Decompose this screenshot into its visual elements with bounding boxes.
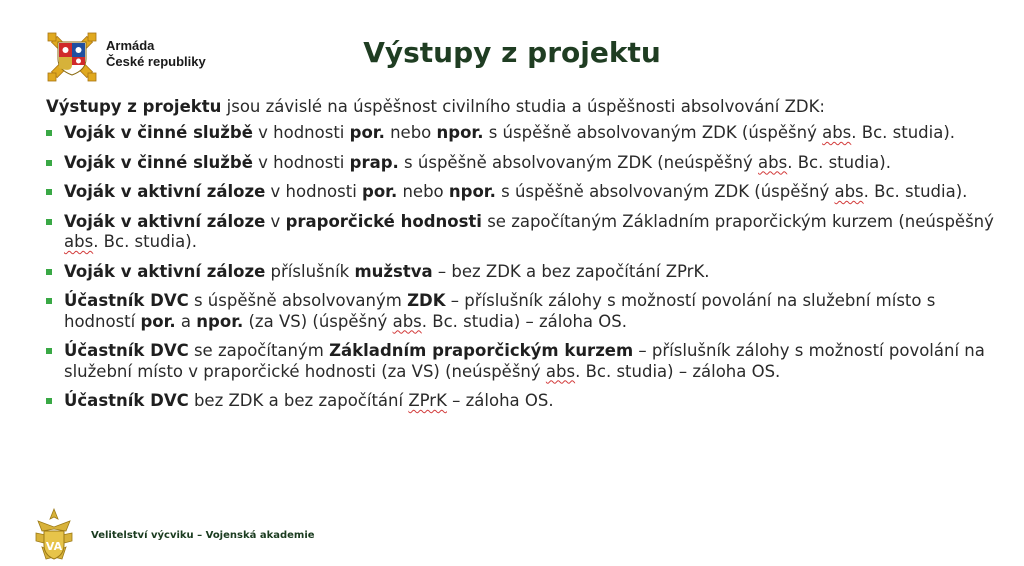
item-bold-text: ZDK bbox=[407, 291, 446, 310]
item-text: se započítaným bbox=[188, 341, 330, 360]
outcome-list bbox=[46, 123, 996, 412]
item-text: abs bbox=[758, 152, 788, 172]
organization-name-line1: Armáda bbox=[106, 38, 155, 53]
item-bold-text: Účastník DVC bbox=[64, 391, 189, 410]
list-item bbox=[46, 341, 996, 382]
slide-content bbox=[46, 96, 996, 421]
item-text: – příslušník zálohy s možností povolání na služební místo v praporčické hodnosti (za VS) (neúspěšný bbox=[64, 341, 985, 381]
bullet-icon bbox=[46, 398, 52, 404]
item-text: nebo bbox=[397, 182, 449, 201]
item-text: v hodnosti bbox=[265, 182, 363, 201]
list-item bbox=[46, 153, 996, 174]
item-bold-text: por. bbox=[349, 123, 385, 142]
item-bold-text: npor. bbox=[448, 182, 496, 201]
intro-text: jsou závislé na úspěšnost civilního studia a úspěšnosti absolvování ZDK: bbox=[221, 97, 825, 116]
list-item bbox=[46, 123, 996, 144]
item-text: příslušník bbox=[265, 261, 355, 281]
bullet-icon bbox=[46, 298, 52, 304]
bullet-icon bbox=[46, 160, 52, 166]
item-text: . Bc. studia). bbox=[93, 232, 197, 251]
item-bold-text: Základním praporčickým kurzem bbox=[329, 341, 634, 360]
item-bold-text: mužstva bbox=[354, 261, 433, 281]
item-bold-text: npor. bbox=[436, 123, 484, 142]
bullet-icon bbox=[46, 348, 52, 354]
organization-name-line2: České republiky bbox=[106, 54, 206, 69]
item-text: abs bbox=[822, 123, 852, 142]
item-text: abs bbox=[834, 182, 864, 201]
item-text: s úspěšně absolvovaným ZDK (neúspěšný bbox=[398, 152, 759, 172]
item-text: v hodnosti bbox=[252, 123, 350, 142]
item-text: – příslušník zálohy s možností povolání na služební místo s hodností bbox=[64, 291, 936, 331]
item-text: abs bbox=[392, 311, 422, 331]
item-bold-text: praporčické hodnosti bbox=[285, 211, 482, 231]
item-bold-text: Voják v aktivní záloze bbox=[64, 261, 266, 281]
item-text: (za VS) (úspěšný bbox=[243, 311, 393, 331]
item-bold-text: prap. bbox=[349, 152, 399, 172]
item-text: . Bc. studia). bbox=[863, 182, 968, 201]
item-text: . Bc. studia) – záloha OS. bbox=[421, 311, 627, 331]
item-text: se započítaným Základním praporčickým kurzem (neúspěšný bbox=[481, 211, 994, 231]
list-item bbox=[46, 182, 996, 203]
emblem-text: VA bbox=[45, 540, 63, 553]
list-item bbox=[46, 391, 996, 412]
item-text: . Bc. studia). bbox=[851, 123, 956, 142]
item-text: – záloha OS. bbox=[446, 391, 554, 410]
item-text: s úspěšně absolvovaným bbox=[188, 291, 408, 310]
item-bold-text: Účastník DVC bbox=[64, 291, 189, 310]
item-bold-text: por. bbox=[362, 182, 398, 201]
item-text: v bbox=[265, 211, 286, 231]
bullet-icon bbox=[46, 269, 52, 275]
item-text: . Bc. studia). bbox=[787, 152, 891, 172]
item-bold-text: por. bbox=[140, 311, 176, 331]
page-title: Výstupy z projektu bbox=[363, 36, 661, 69]
item-bold-text: Voják v činné službě bbox=[64, 152, 253, 172]
item-text: – bez ZDK a bez započítání ZPrK. bbox=[432, 261, 710, 281]
list-item bbox=[46, 291, 996, 332]
item-text: nebo bbox=[384, 123, 437, 142]
bullet-icon bbox=[46, 130, 52, 136]
item-text: a bbox=[175, 311, 197, 331]
item-bold-text: Voják v aktivní záloze bbox=[64, 182, 266, 201]
item-bold-text: Voják v aktivní záloze bbox=[64, 211, 266, 231]
footer-text: Velitelství výcviku – Vojenská akademie bbox=[91, 530, 315, 541]
military-academy-emblem-icon bbox=[32, 507, 76, 563]
intro-paragraph bbox=[46, 96, 996, 117]
bullet-icon bbox=[46, 189, 52, 195]
intro-bold: Výstupy z projektu bbox=[46, 97, 222, 116]
item-bold-text: Účastník DVC bbox=[64, 341, 189, 360]
item-text: ZPrK bbox=[408, 391, 447, 410]
list-item bbox=[46, 212, 996, 253]
item-bold-text: Voják v činné službě bbox=[64, 123, 253, 142]
bullet-icon bbox=[46, 219, 52, 225]
item-text: s úspěšně absolvovaným ZDK (úspěšný bbox=[495, 182, 835, 201]
item-bold-text: npor. bbox=[196, 311, 244, 331]
item-text: v hodnosti bbox=[252, 152, 350, 172]
item-text: . Bc. studia) – záloha OS. bbox=[575, 361, 781, 381]
item-text: abs bbox=[545, 361, 576, 381]
item-text: abs bbox=[64, 232, 94, 251]
item-text: s úspěšně absolvovaným ZDK (úspěšný bbox=[483, 123, 823, 142]
item-text: bez ZDK a bez započítání bbox=[188, 391, 409, 410]
list-item bbox=[46, 262, 996, 283]
